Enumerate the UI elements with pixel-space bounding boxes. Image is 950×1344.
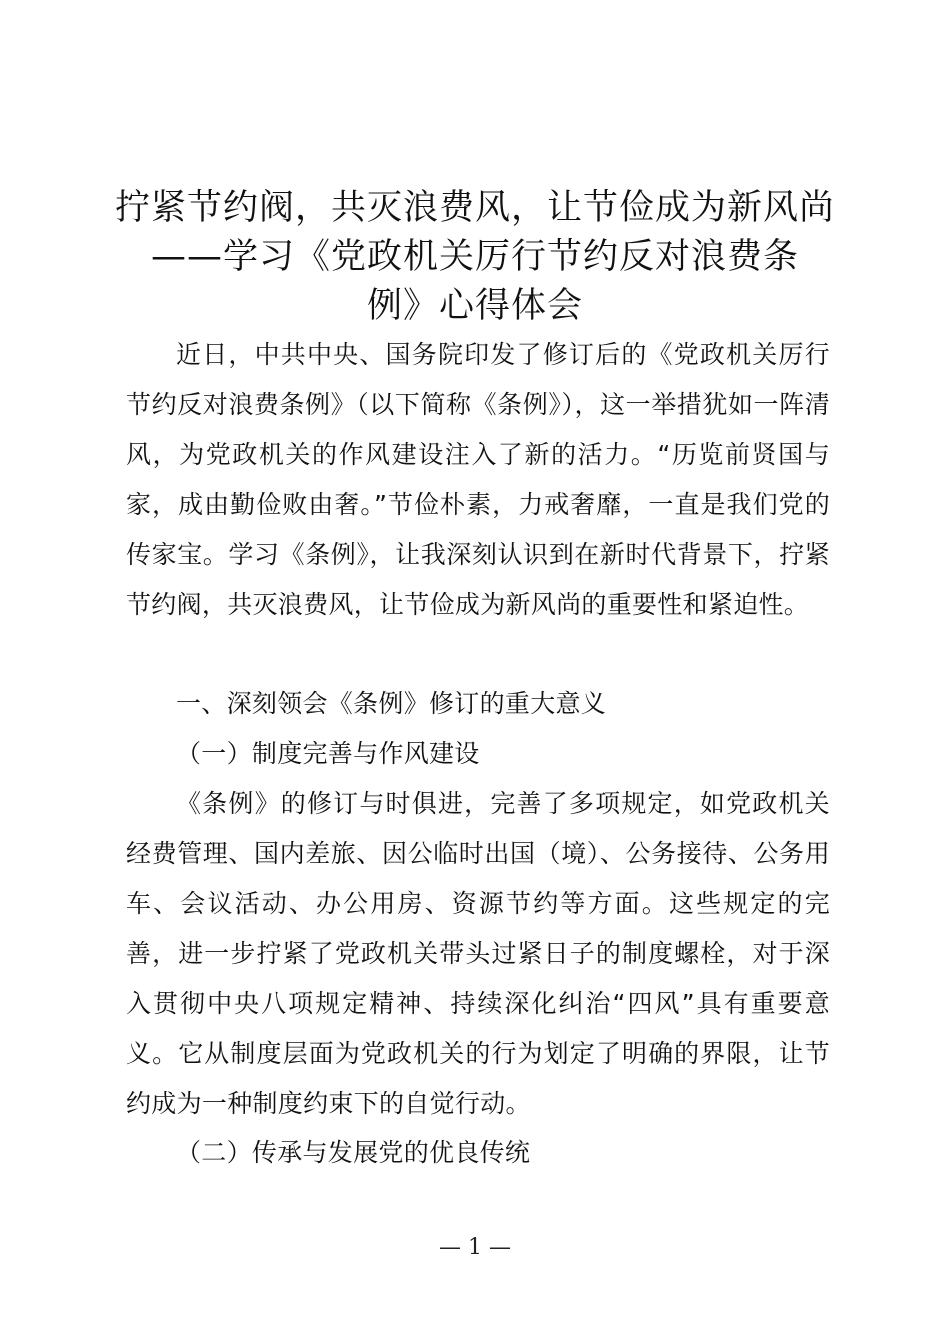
title-line-1: 拧紧节约阀，共灭浪费风，让节俭成为新风尚 [114, 188, 835, 228]
subsection-heading-1: （一）制度完善与作风建设 [176, 739, 480, 768]
title-line-3: 例》心得体会 [366, 286, 583, 326]
section-heading: 一、深刻领会《条例》修订的重大意义 [176, 689, 607, 718]
intro-paragraph: 近日，中共中央、国务院印发了修订后的《党政机关厉行节约反对浪费条例》（以下简称《条例》），这一举措犹如一阵清风，为党政机关的作风建设注入了新的活力。“历览前贤国与家，成由勤俭败由奢。”节俭朴素，力戒奢靡，一直是我们党的传家宝。学习《条例》，让我深刻认识到在新时代背景下，拧紧节约阀，共灭浪费风，让节俭成为新风尚的重要性和紧迫性。 [126, 340, 830, 619]
body-paragraph: 《条例》的修订与时俱进，完善了多项规定，如党政机关经费管理、国内差旅、因公临时出国（境）、公务接待、公务用车、会议活动、办公用房、资源节约等方面。这些规定的完善，进一步拧紧了党政机关带头过紧日子的制度螺栓，对于深入贯彻中央八项规定精神、持续深化纠治“四风”具有重要意义。它从制度层面为党政机关的行为划定了明确的界限，让节约成为一种制度约束下的自觉行动。 [126, 789, 830, 1118]
subsection-heading-2: （二）传承与发展党的优良传统 [176, 1138, 531, 1167]
title-line-2: ——学习《党政机关厉行节约反对浪费条 [150, 237, 799, 277]
page-number: — 1 — [439, 1235, 511, 1260]
